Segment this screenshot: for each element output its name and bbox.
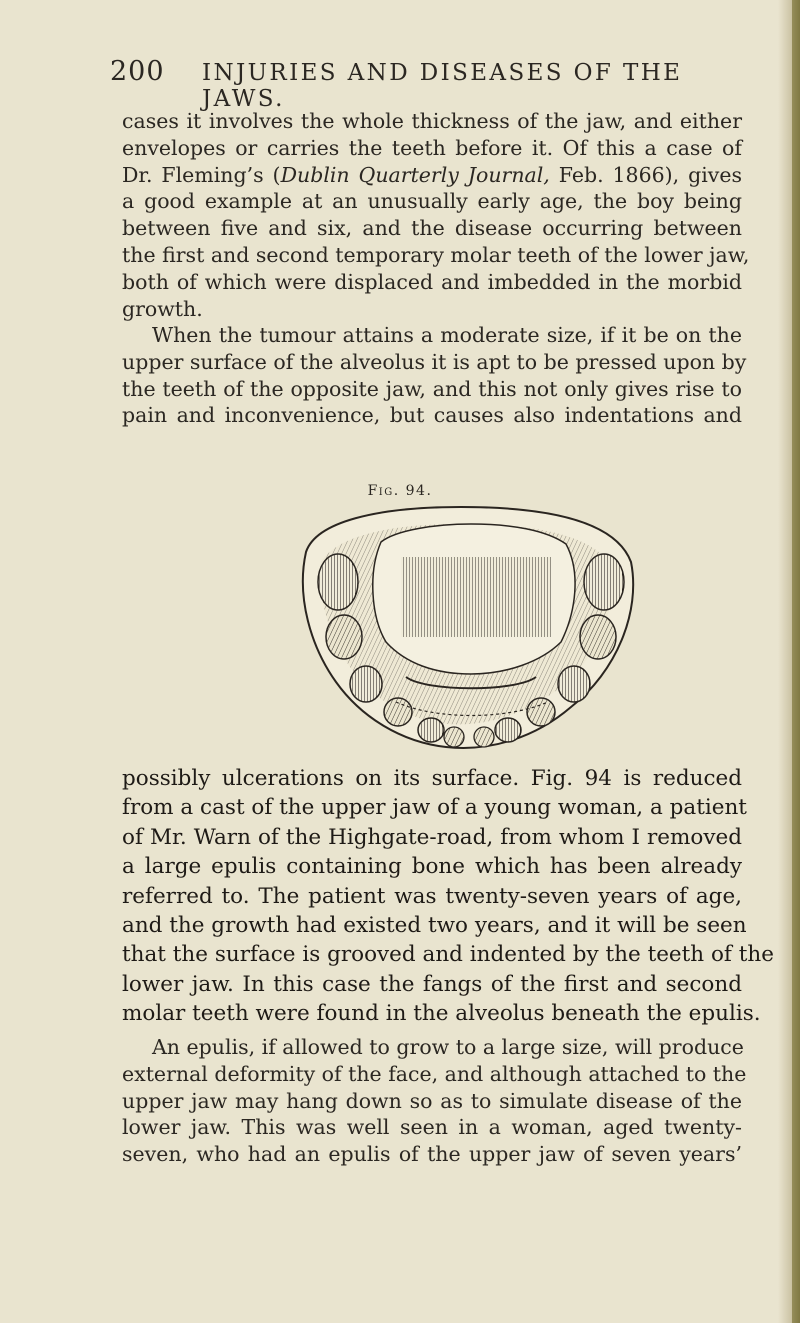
text-line: referred to. The patient was twenty-seven years of age, — [122, 883, 742, 909]
text-line: envelopes or carries the teeth before it. Of this a case of — [122, 135, 742, 160]
text-line: lower jaw. In this case the fangs of the first and second — [122, 971, 742, 997]
page-header — [110, 56, 750, 112]
running-head: INJURIES AND DISEASES OF THE JAWS. — [202, 60, 683, 112]
text-line: of Mr. Warn of the Highgate-road, from whom I removed — [122, 824, 742, 850]
text-line: the first and second temporary molar teeth of the lower jaw, — [122, 242, 750, 267]
paragraph-3 — [122, 764, 774, 1029]
text-line: pain and inconvenience, but causes also indentations and — [122, 403, 742, 428]
text-line: seven, who had an epulis of the upper jaw of seven years’ — [122, 1142, 742, 1167]
text-line: both of which were displaced and imbedded in the morbid — [122, 269, 742, 294]
text-line: When the tumour attains a moderate size, if it be on the — [152, 323, 742, 347]
text-line: the teeth of the opposite jaw, and this not only gives rise to — [122, 376, 742, 401]
journal-title: Dublin Quarterly Journal, — [280, 162, 550, 187]
text-line: that the surface is grooved and indented by the teeth of the — [122, 942, 774, 968]
page-number: 200 — [110, 56, 165, 87]
binding-edge — [792, 0, 800, 1323]
text-line: upper jaw may hang down so as to simulate disease of the — [122, 1088, 742, 1113]
text-line: molar teeth were found in the alveolus beneath the epulis. — [122, 1001, 761, 1027]
paragraph-2 — [122, 322, 747, 429]
paragraph-1 — [122, 108, 750, 322]
paragraph-4 — [122, 1034, 747, 1168]
text-line: cases it involves the whole thickness of the jaw, and either — [122, 109, 742, 133]
figure-caption: Fig. 94. — [367, 483, 433, 499]
text-line: lower jaw. This was well seen in a woman, aged twenty- — [122, 1115, 742, 1140]
text-line: and the growth had existed two years, and it will be seen — [122, 913, 747, 939]
text-line: external deformity of the face, and although attached to the — [122, 1061, 747, 1086]
text-line: possibly ulcerations on its surface. Fig. 94 is reduced — [122, 766, 742, 791]
text-line: a large epulis containing bone which has been already — [122, 854, 742, 880]
figure-94-upper-jaw-cast — [286, 502, 656, 752]
text-line: from a cast of the upper jaw of a young woman, a patient — [122, 795, 747, 821]
text-line: An epulis, if allowed to grow to a large size, will produce — [152, 1035, 744, 1059]
text-line: upper surface of the alveolus it is apt to be pressed upon by — [122, 349, 747, 374]
jaw-illustration — [286, 502, 656, 752]
text-line: between five and six, and the disease occurring between — [122, 216, 742, 241]
text-line: Dr. Fleming’s (Dublin Quarterly Journal, Feb. 1866), gives — [122, 162, 742, 187]
text-line: a good example at an unusually early age, the boy being — [122, 189, 742, 214]
text-line: growth. — [122, 296, 203, 321]
